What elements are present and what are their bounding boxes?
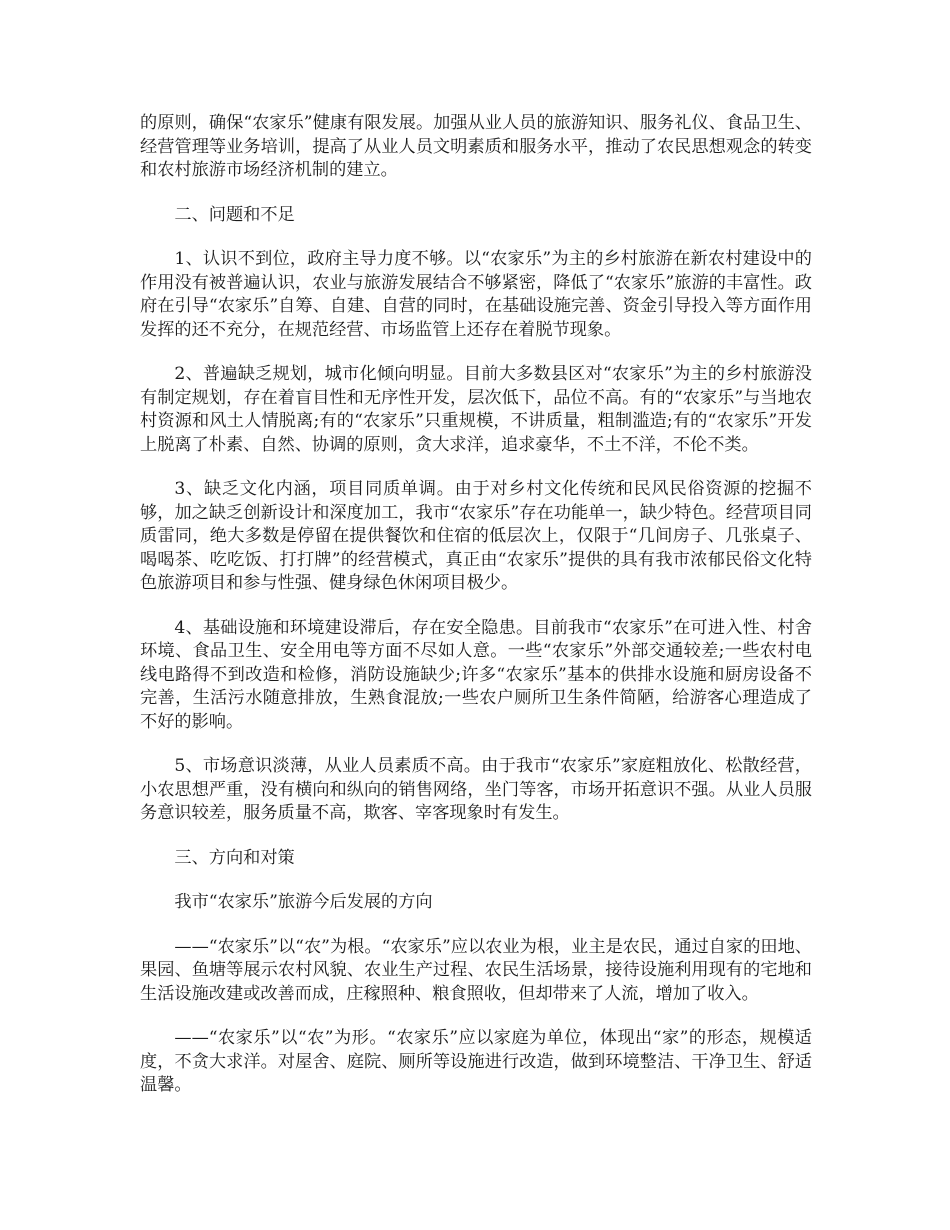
paragraph-direction-1: ——“农家乐”以“农”为根。“农家乐”应以农业为根，业主是农民，通过自家的田地、果园、鱼塘等展示农村风貌、农业生产过程、农民生活场景，接待设施利用现有的宅地和生活设施改建或改善而成，庄稼照种、粮食照收，但却带来了人流，增加了收入。 — [140, 936, 812, 1004]
paragraph-intro: 的原则，确保“农家乐”健康有限发展。加强从业人员的旅游知识、服务礼仪、食品卫生、经营管理等业务培训，提高了从业人员文明素质和服务水平，推动了农民思想观念的转变和农村旅游市场经济机制的建立。 — [140, 113, 812, 180]
paragraph-problem-4: 4、基础设施和环境建设滞后，存在安全隐患。目前我市“农家乐”在可进入性、村舍环境、食品卫生、安全用电等方面不尽如人意。一些“农家乐”外部交通较差;一些农村电线电路得不到改造和检修，消防设施缺少;许多“农家乐”基本的供排水设施和厨房设备不完善，生活污水随意排放，生熟食混放;一些农户厕所卫生条件简陋，给游客心理造成了不好的影响。 — [140, 617, 812, 732]
paragraph-problem-1: 1、认识不到位，政府主导力度不够。以“农家乐”为主的乡村旅游在新农村建设中的作用没有被普遍认识，农业与旅游发展结合不够紧密，降低了“农家乐”旅游的丰富性。政府在引导“农家乐”自筹、自建、自营的同时，在基础设施完善、资金引导投入等方面作用发挥的还不充分，在规范经营、市场监管上还存在着脱节现象。 — [140, 249, 812, 340]
section-heading-problems: 二、问题和不足 — [174, 204, 295, 225]
paragraph-problem-5: 5、市场意识淡薄，从业人员素质不高。由于我市“农家乐”家庭粗放化、松散经营，小农思想严重，没有横向和纵向的销售网络，坐门等客，市场开拓意识不强。从业人员服务意识较差，服务质量不高，欺客、宰客现象时有发生。 — [140, 756, 812, 823]
paragraph-direction-2: ——“农家乐”以“农”为形。“农家乐”应以家庭为单位，体现出“家”的形态，规模适度，不贪大求洋。对屋舍、庭院、厕所等设施进行改造，做到环境整洁、干净卫生、舒适温馨。 — [140, 1028, 812, 1095]
paragraph-problem-2: 2、普遍缺乏规划，城市化倾向明显。目前大多数县区对“农家乐”为主的乡村旅游没有制定规划，存在着盲目性和无序性开发，层次低下，品位不高。有的“农家乐”与当地农村资源和风土人情脱离;有的“农家乐”只重规模，不讲质量，粗制滥造;有的“农家乐”开发上脱离了朴素、自然、协调的原则，贪大求洋，追求豪华，不土不洋，不伦不类。 — [140, 364, 812, 455]
section-heading-direction: 三、方向和对策 — [174, 847, 295, 868]
subheading-direction: 我市“农家乐”旅游今后发展的方向 — [174, 892, 433, 912]
paragraph-problem-3: 3、缺乏文化内涵，项目同质单调。由于对乡村文化传统和民风民俗资源的挖掘不够，加之缺乏创新设计和深度加工，我市“农家乐”存在功能单一，缺少特色。经营项目同质雷同，绝大多数是停留在提供餐饮和住宿的低层次上，仅限于“几间房子、几张桌子、喝喝茶、吃吃饭、打打牌”的经营模式，真正由“农家乐”提供的具有我市浓郁民俗文化特色旅游项目和参与性强、健身绿色休闲项目极少。 — [140, 479, 812, 593]
document-page — [140, 112, 812, 1119]
